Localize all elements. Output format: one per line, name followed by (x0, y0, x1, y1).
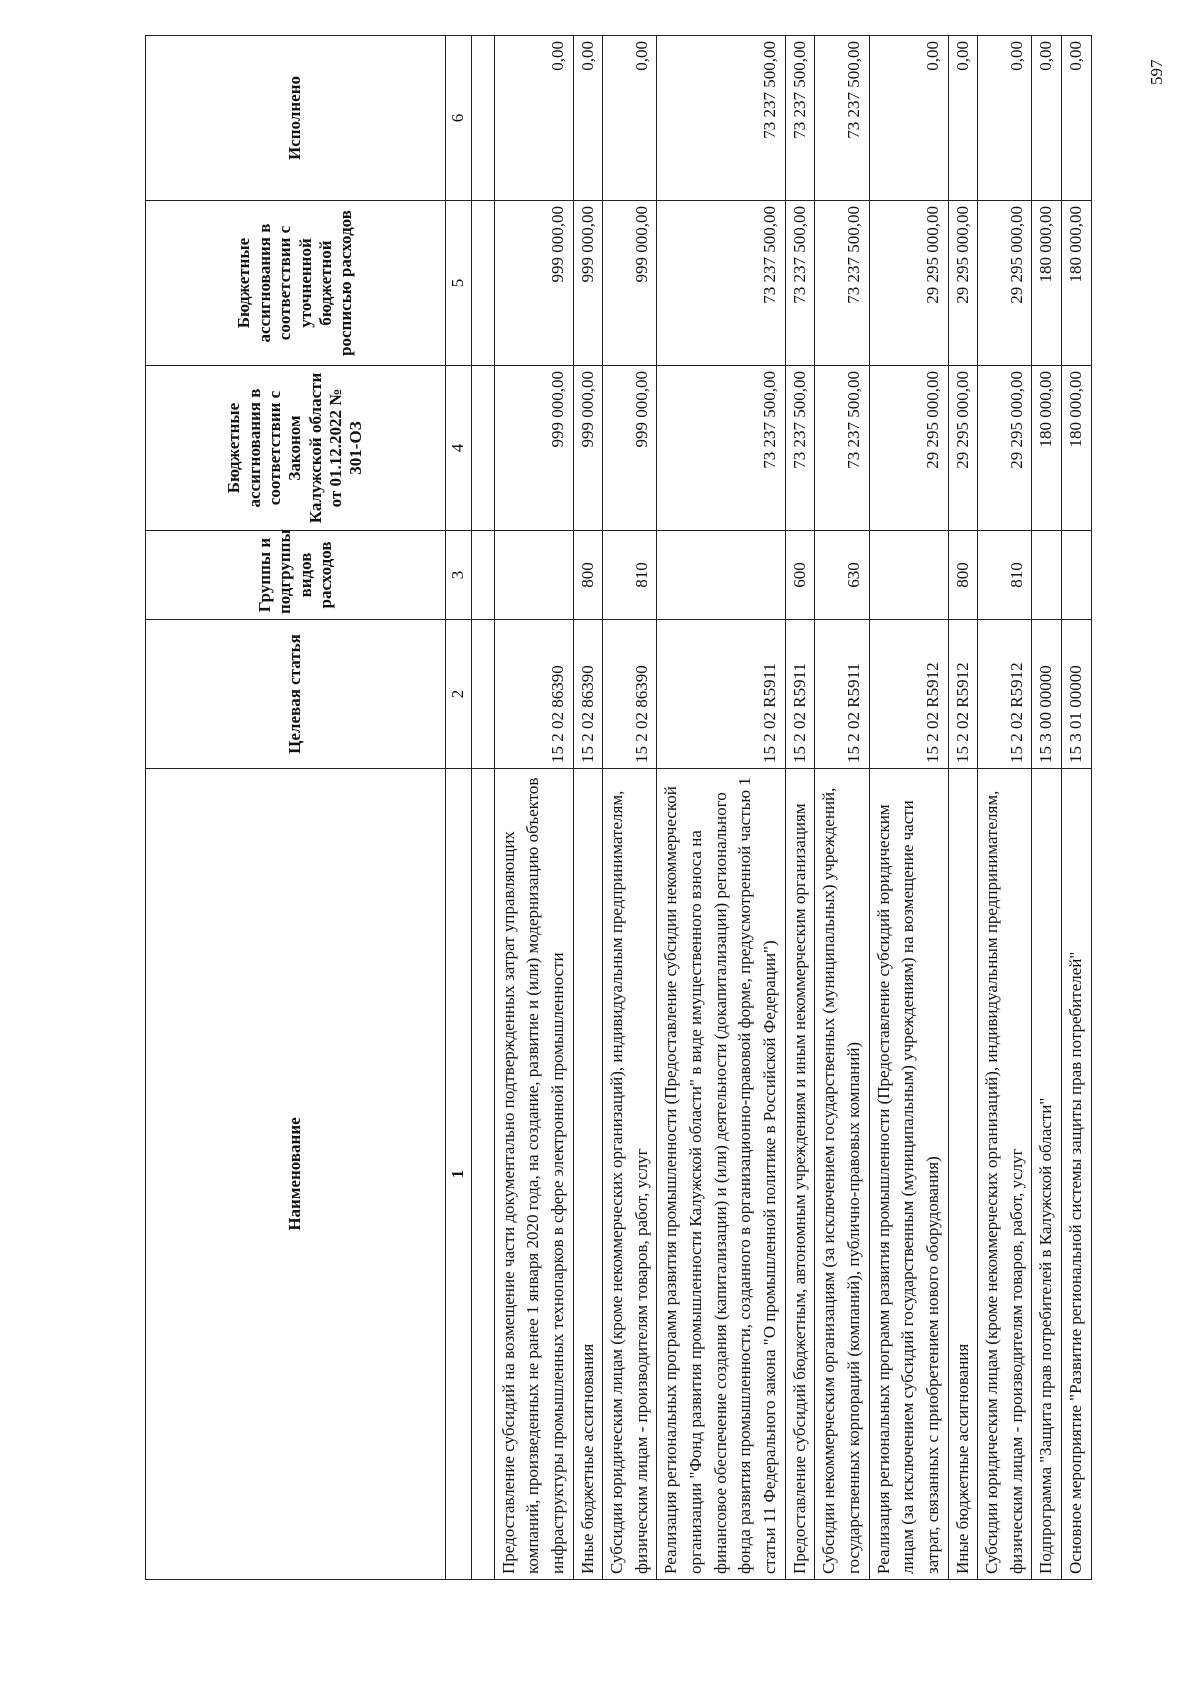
row-group-cell: 800 (948, 531, 978, 620)
row-executed-cell: 73 237 500,00 (785, 36, 815, 201)
row-law-amount-cell: 73 237 500,00 (785, 366, 815, 531)
table-row (603, 36, 657, 1580)
header-expense-groups: Группы и подгруппы видов расходов (146, 531, 446, 620)
row-executed-cell: 0,00 (948, 36, 978, 201)
index-cell: 4 (446, 366, 472, 531)
row-group-cell (1032, 531, 1062, 620)
index-cell: 5 (446, 201, 472, 366)
row-name-cell: Иные бюджетные ассигнования (573, 769, 603, 1580)
row-group-cell (657, 531, 785, 620)
budget-table (145, 35, 1092, 1580)
index-cell: 6 (446, 36, 472, 201)
row-name-cell: Реализация региональных программ развития промышленности (Предоставление субсидий юридическим лицам (за исключением субсидий государственным (муниципальным) учреждениям) на возмещение части затрат, связанных с приобретением нового оборудования) (869, 769, 948, 1580)
header-refined-allocations: Бюджетные ассигнования в соответствии с уточненной бюджетной росписью расходов (146, 201, 446, 366)
row-law-amount-cell: 180 000,00 (1032, 366, 1062, 531)
row-executed-cell: 0,00 (494, 36, 573, 201)
row-name-cell: Предоставление субсидий на возмещение части документально подтвержденных затрат управляющих компаний, произведенных не ранее 1 января 2020 года, на создание, развитие и (или) модернизацию объектов инфраструктуры промышленных технопарков в сфере электронной промышленности (494, 769, 573, 1580)
row-group-cell: 810 (978, 531, 1032, 620)
row-code-cell: 15 3 01 00000 (1062, 620, 1092, 769)
row-plan-amount-cell: 999 000,00 (573, 201, 603, 366)
row-plan-amount-cell: 180 000,00 (1032, 201, 1062, 366)
row-plan-amount-cell: 29 295 000,00 (978, 201, 1032, 366)
row-executed-cell: 0,00 (869, 36, 948, 201)
table-row (869, 36, 948, 1580)
row-law-amount-cell: 180 000,00 (1062, 366, 1092, 531)
header-target-article: Целевая статья (146, 620, 446, 769)
row-plan-amount-cell: 73 237 500,00 (815, 201, 869, 366)
row-executed-cell: 0,00 (978, 36, 1032, 201)
row-plan-amount-cell: 999 000,00 (494, 201, 573, 366)
row-group-cell: 800 (573, 531, 603, 620)
row-law-amount-cell: 999 000,00 (494, 366, 573, 531)
table-row (785, 36, 815, 1580)
row-name-cell: Субсидии юридическим лицам (кроме некоммерческих организаций), индивидуальным предпринимателям, физическим лицам - производителям товаров, работ, услуг (603, 769, 657, 1580)
header-law-allocations: Бюджетные ассигнования в соответствии с Законом Калужской области от 01.12.2022 № 301-ОЗ (146, 366, 446, 531)
row-law-amount-cell: 29 295 000,00 (948, 366, 978, 531)
row-code-cell: 15 2 02 R5911 (815, 620, 869, 769)
row-law-amount-cell: 29 295 000,00 (869, 366, 948, 531)
row-code-cell: 15 2 02 86390 (573, 620, 603, 769)
row-code-cell: 15 2 02 R5912 (948, 620, 978, 769)
row-code-cell: 15 2 02 R5912 (978, 620, 1032, 769)
rotated-table-canvas (145, 41, 1155, 1580)
row-name-cell: Предоставление субсидий бюджетным, автономным учреждениям и иным некоммерческим организациям (785, 769, 815, 1580)
row-law-amount-cell: 999 000,00 (603, 366, 657, 531)
page-number: 597 (1147, 59, 1166, 85)
row-name-cell: Подпрограмма "Защита прав потребителей в Калужской области" (1032, 769, 1062, 1580)
row-group-cell: 600 (785, 531, 815, 620)
row-plan-amount-cell: 73 237 500,00 (657, 201, 785, 366)
row-executed-cell: 73 237 500,00 (657, 36, 785, 201)
row-code-cell: 15 2 02 86390 (494, 620, 573, 769)
row-executed-cell: 0,00 (1062, 36, 1092, 201)
row-law-amount-cell: 999 000,00 (573, 366, 603, 531)
row-code-cell: 15 2 02 86390 (603, 620, 657, 769)
row-executed-cell: 0,00 (603, 36, 657, 201)
row-group-cell (494, 531, 573, 620)
table-header-row (146, 36, 446, 1580)
row-code-cell: 15 2 02 R5911 (785, 620, 815, 769)
table-row (494, 36, 573, 1580)
row-group-cell: 810 (603, 531, 657, 620)
row-group-cell (869, 531, 948, 620)
header-executed: Исполнено (146, 36, 446, 201)
index-cell: 1 (446, 769, 472, 1580)
row-name-cell: Субсидии некоммерческим организациям (за исключением государственных (муниципальных) учреждений, государственных корпораций (компаний), публично-правовых компаний) (815, 769, 869, 1580)
index-cell: 2 (446, 620, 472, 769)
row-plan-amount-cell: 999 000,00 (603, 201, 657, 366)
column-index-row (446, 36, 472, 1580)
row-plan-amount-cell: 180 000,00 (1062, 201, 1092, 366)
row-plan-amount-cell: 29 295 000,00 (948, 201, 978, 366)
table-row (1062, 36, 1092, 1580)
header-name: Наименование (146, 769, 446, 1580)
row-plan-amount-cell: 29 295 000,00 (869, 201, 948, 366)
row-law-amount-cell: 73 237 500,00 (815, 366, 869, 531)
row-name-cell: Субсидии юридическим лицам (кроме некоммерческих организаций), индивидуальным предпринимателям, физическим лицам - производителям товаров, работ, услуг (978, 769, 1032, 1580)
index-cell: 3 (446, 531, 472, 620)
row-plan-amount-cell: 73 237 500,00 (785, 201, 815, 366)
row-executed-cell: 0,00 (1032, 36, 1062, 201)
row-name-cell: Реализация региональных программ развития промышленности (Предоставление субсидии некоммерческой организации "Фонд развития промышленности Калужской области" в виде имущественного взноса на финансовое обеспечение создания (капитализации) и (или) деятельности (докапитализации) регионального фонда развития промышленности, созданного в организационно-правовой форме, предусмотренной частью 1 статьи 11 Федерального закона "О промышленной политике в Российской Федерации") (657, 769, 785, 1580)
row-law-amount-cell: 29 295 000,00 (978, 366, 1032, 531)
row-executed-cell: 0,00 (573, 36, 603, 201)
table-row (948, 36, 978, 1580)
row-code-cell: 15 2 02 R5912 (869, 620, 948, 769)
row-group-cell (1062, 531, 1092, 620)
row-code-cell: 15 2 02 R5911 (657, 620, 785, 769)
row-executed-cell: 73 237 500,00 (815, 36, 869, 201)
row-name-cell: Иные бюджетные ассигнования (948, 769, 978, 1580)
row-group-cell: 630 (815, 531, 869, 620)
row-code-cell: 15 3 00 00000 (1032, 620, 1062, 769)
table-row (657, 36, 785, 1580)
table-row (978, 36, 1032, 1580)
table-row (1032, 36, 1062, 1580)
row-law-amount-cell: 73 237 500,00 (657, 366, 785, 531)
table-row (815, 36, 869, 1580)
table-row (573, 36, 603, 1580)
row-name-cell: Основное мероприятие "Развитие региональной системы защиты прав потребителей" (1062, 769, 1092, 1580)
blank-row (471, 36, 494, 1580)
